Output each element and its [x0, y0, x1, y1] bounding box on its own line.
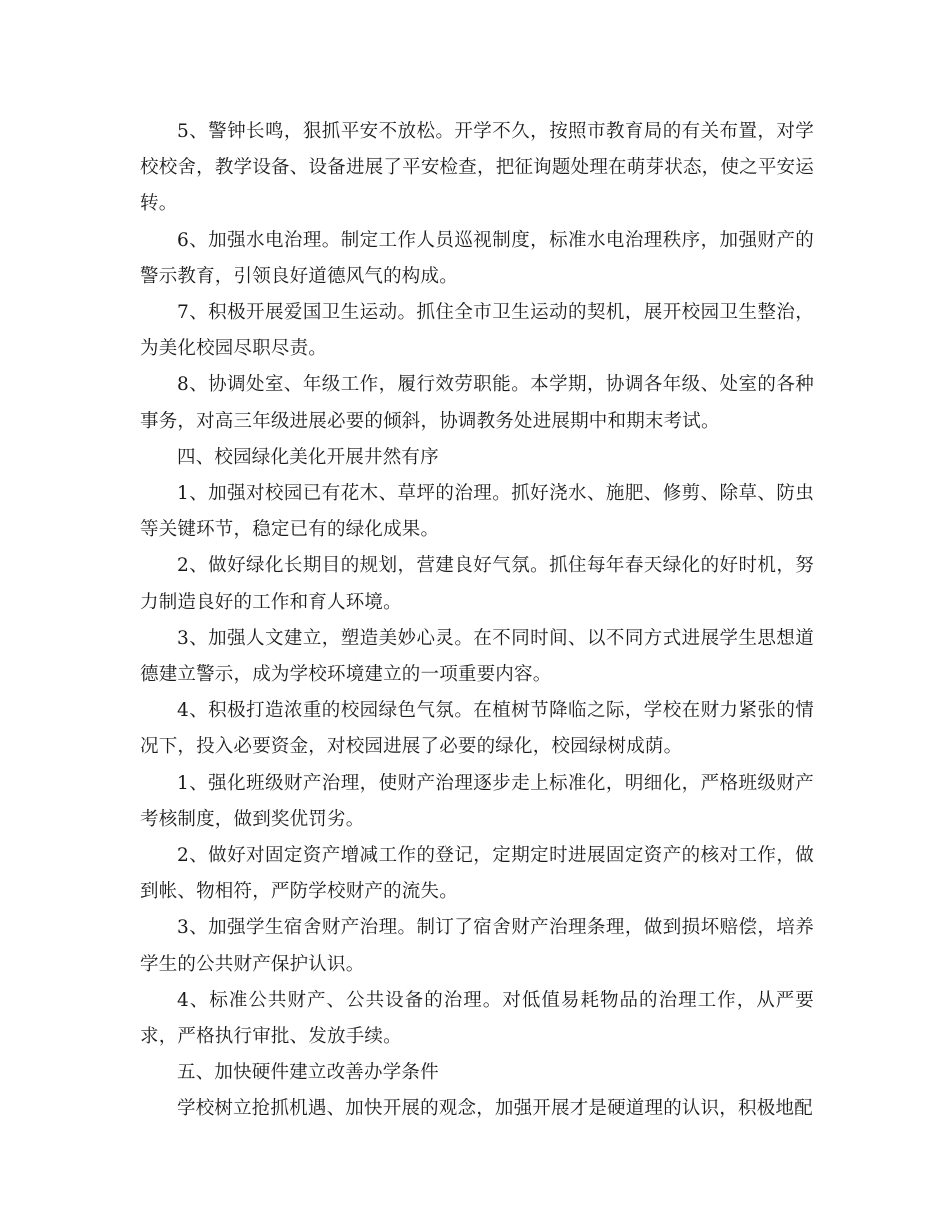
section-heading-greening: 四、校园绿化美化开展井然有序 [177, 446, 439, 468]
paragraph-property-1: 1、强化班级财产治理，使财产治理逐步走上标准化，明细化，严格班级财产考核制度，做到奖优罚劣。 [140, 772, 814, 830]
paragraph-utilities-management: 6、加强水电治理。制定工作人员巡视制度，标准水电治理秩序，加强财产的警示教育，引领良好道德风气的构成。 [140, 229, 814, 287]
paragraph-hygiene-campaign: 7、积极开展爱国卫生运动。抓住全市卫生运动的契机，展开校园卫生整治，为美化校园尽职尽责。 [140, 302, 814, 360]
paragraph-greening-4: 4、积极打造浓重的校园绿色气氛。在植树节降临之际，学校在财力紧张的情况下，投入必要资金，对校园进展了必要的绿化，校园绿树成荫。 [140, 700, 814, 758]
paragraph-greening-3: 3、加强人文建立，塑造美妙心灵。在不同时间、以不同方式进展学生思想道德建立警示，成为学校环境建立的一项重要内容。 [140, 627, 814, 686]
paragraph-property-2: 2、做好对固定资产增减工作的登记，定期定时进展固定资产的核对工作，做到帐、物相符，严防学校财产的流失。 [140, 845, 814, 903]
document-body [140, 114, 814, 1128]
paragraph-property-3: 3、加强学生宿舍财产治理。制订了宿舍财产治理条理，做到损坏赔偿，培养学生的公共财产保护认识。 [140, 917, 814, 975]
paragraph-greening-2: 2、做好绿化长期目的规划，营建良好气氛。抓住每年春天绿化的好时机，努力制造良好的工作和育人环境。 [140, 555, 814, 613]
paragraph-property-4: 4、标准公共财产、公共设备的治理。对低值易耗物品的治理工作，从严要求，严格执行审批、发放手续。 [140, 989, 814, 1048]
paragraph-hardware-intro: 学校树立抢抓机遇、加快开展的观念，加强开展才是硬道理的认识，积极地配 [177, 1098, 813, 1120]
section-heading-hardware: 五、加快硬件建立改善办学条件 [177, 1062, 439, 1084]
paragraph-greening-1: 1、加强对校园已有花木、草坪的治理。抓好浇水、施肥、修剪、除草、防虫等关键环节，稳定已有的绿化成果。 [140, 483, 814, 541]
paragraph-coordination: 8、协调处室、年级工作，履行效劳职能。本学期，协调各年级、处室的各种事务，对高三年级进展必要的倾斜，协调教务处进展期中和期末考试。 [140, 374, 814, 432]
paragraph-safety-check: 5、警钟长鸣，狠抓平安不放松。开学不久，按照市教育局的有关布置，对学校校舍，教学设备、设备进展了平安检查，把征询题处理在萌芽状态，使之平安运转。 [140, 121, 814, 215]
